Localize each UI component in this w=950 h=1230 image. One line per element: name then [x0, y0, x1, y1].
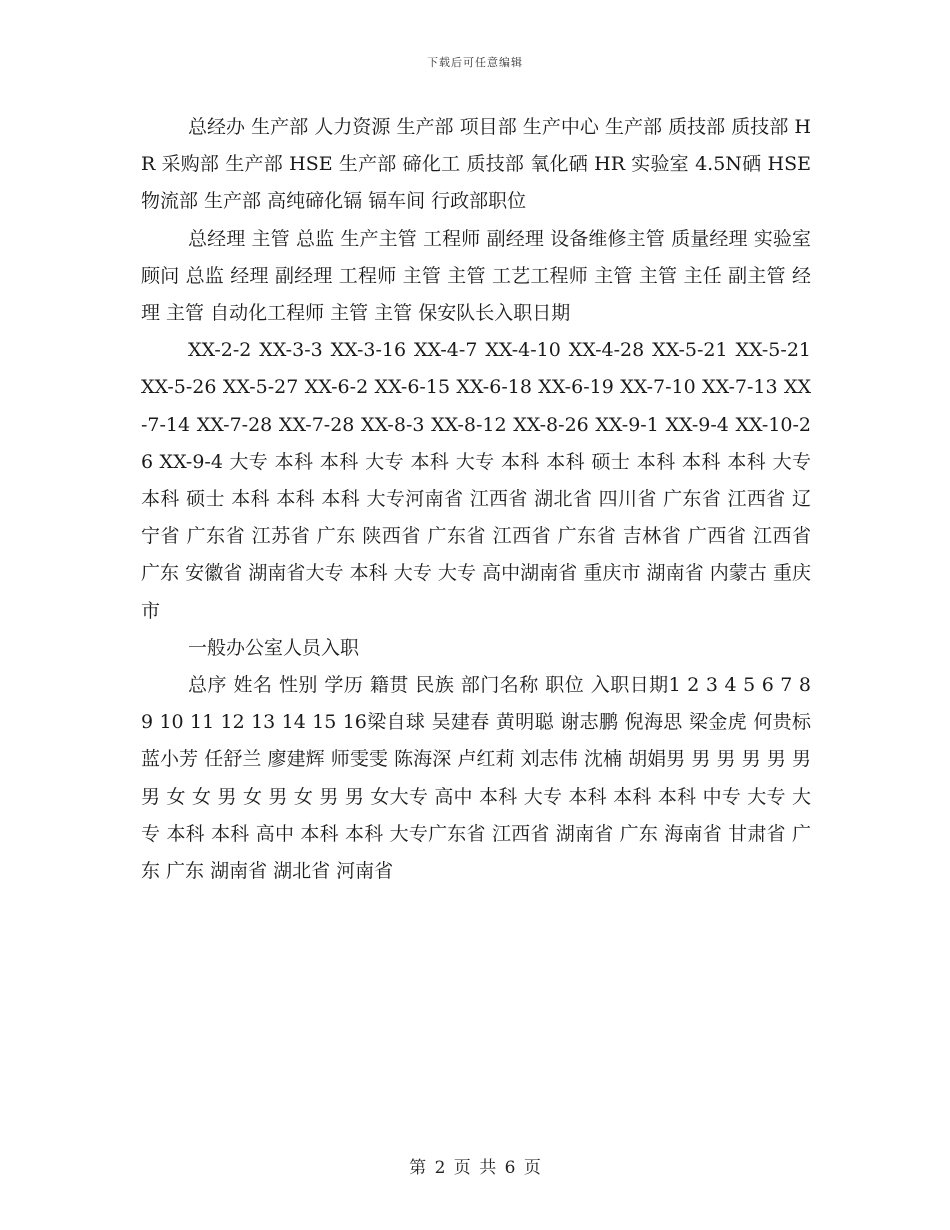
paragraph-office-staff: 总序 姓名 性别 学历 籍贯 民族 部门名称 职位 入职日期1 2 3 4 5 6 7 8 9 10 11 12 13 14 15 16梁自球 吴建春 黄明聪 谢志鹏 倪海思 梁金虎 何贵标 蓝小芳 任舒兰 廖建辉 师雯雯 陈海深 卢红莉 刘志伟 沈楠 胡娟男 男 男 男 男 男 男 女 女 男 女 男 女 男 男 女大专 高中 本科 大专 本科 本科 本科 中专 大专 大专 本科 本科 高中 本科 本科 大专广东省 江西省 湖南省 广东 海南省 甘肃省 广东 广东 湖南省 湖北省 河南省	[141, 674, 811, 883]
page-header: 下载后可任意编辑	[427, 56, 523, 69]
paragraph-positions: 总经理 主管 总监 生产主管 工程师 副经理 设备维修主管 质量经理 实验室顾问 总监 经理 副经理 工程师 主管 主管 工艺工程师 主管 主管 主任 副主管 经理 主管 自动化工程师 主管 主管 保安队长入职日期	[141, 227, 811, 325]
page-footer: 第 2 页 共 6 页	[409, 1158, 541, 1178]
document-body	[141, 109, 811, 890]
paragraph-dates-education: XX-2-2 XX-3-3 XX-3-16 XX-4-7 XX-4-10 XX-4-28 XX-5-21 XX-5-21 XX-5-26 XX-5-27 XX-6-2 XX-6-15 XX-6-18 XX-6-19 XX-7-10 XX-7-13 XX-7-14 XX-7-28 XX-7-28 XX-8-3 XX-8-12 XX-8-26 XX-9-1 XX-9-4 XX-10-26 XX-9-4 大专 本科 本科 大专 本科 大专 本科 本科 硕士 本科 本科 本科 大专 本科 硕士 本科 本科 本科 大专河南省 江西省 湖北省 四川省 广东省 江西省 辽宁省 广东省 江苏省 广东 陕西省 广东省 江西省 广东省 吉林省 广西省 江西省 广东 安徽省 湖南省大专 本科 大专 大专 高中湖南省 重庆市 湖南省 内蒙古 重庆市	[141, 339, 811, 622]
paragraph-section-title: 一般办公室人员入职	[188, 636, 360, 659]
paragraph-departments: 总经办 生产部 人力资源 生产部 项目部 生产中心 生产部 质技部 质技部 HR 采购部 生产部 HSE 生产部 碲化工 质技部 氧化硒 HR 实验室 4.5N硒 HSE 物流部 生产部 高纯碲化镉 镉车间 行政部职位	[141, 116, 811, 213]
